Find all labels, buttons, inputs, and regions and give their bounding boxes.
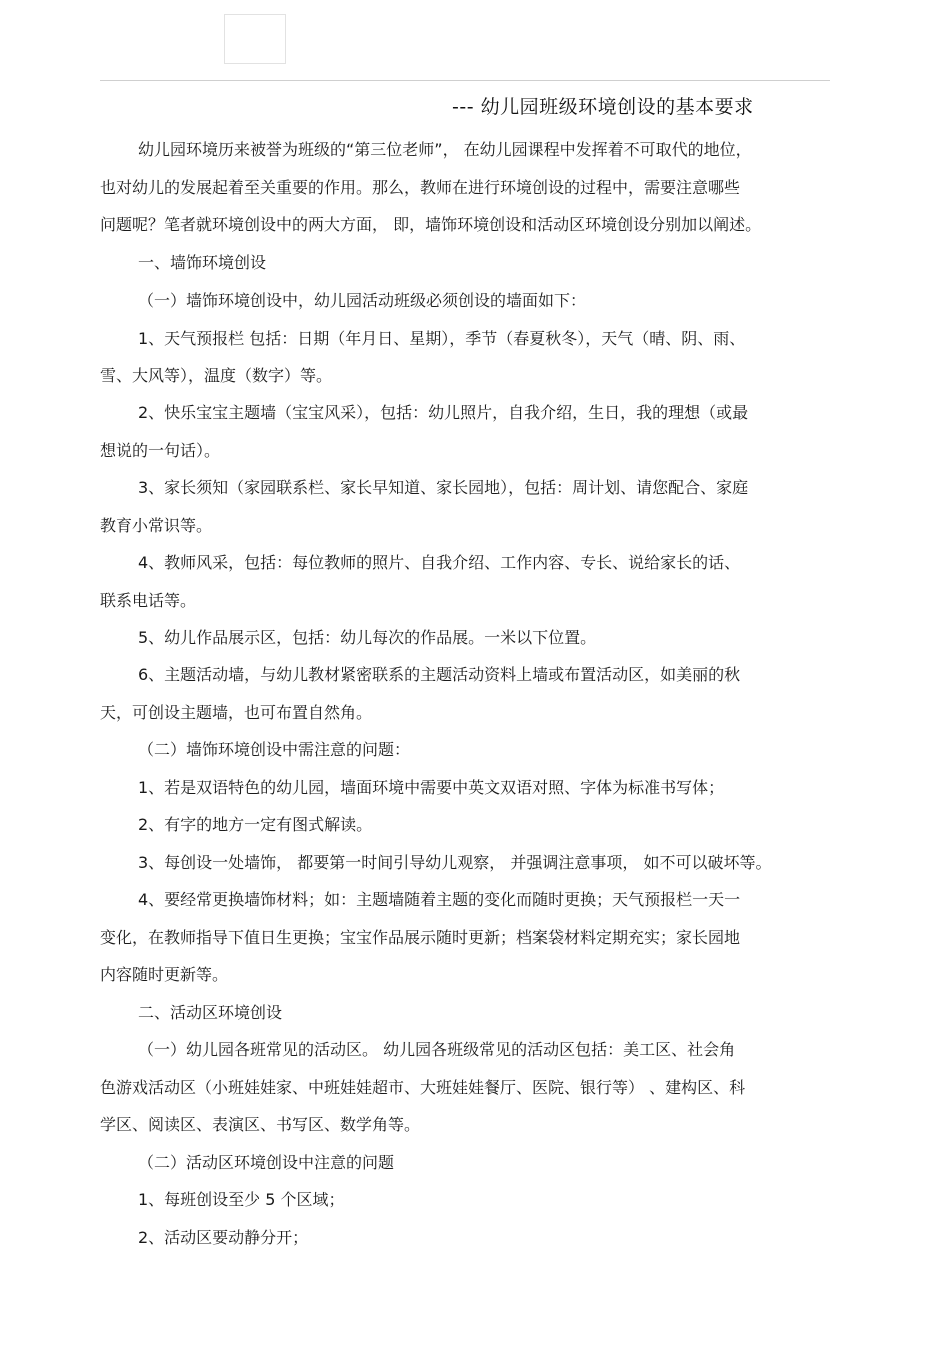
section-heading: 一、墙饰环境创设 [138,253,267,272]
paragraph-line: 幼儿园环境历来被誉为班级的“第三位老师”， 在幼儿园课程中发挥着不可取代的地位， [138,140,752,159]
paragraph-line: 色游戏活动区（小班娃娃家、中班娃娃超市、大班娃娃餐厅、医院、银行等） 、建构区、科 [100,1078,746,1097]
header-rule [100,80,830,81]
subsection-heading: （一）墙饰环境创设中，幼儿园活动班级必须创设的墙面如下： [138,291,587,310]
list-item: 4、要经常更换墙饰材料；如：主题墙随着主题的变化而随时更换；天气预报栏一天一 [138,890,741,909]
document-title: --- 幼儿园班级环境创设的基本要求 [452,96,754,118]
list-item: 5、幼儿作品展示区，包括：幼儿每次的作品展。一米以下位置。 [138,628,597,647]
paragraph-line: 也对幼儿的发展起着至关重要的作用。那么，教师在进行环境创设的过程中，需要注意哪些 [100,178,741,197]
list-item: 2、快乐宝宝主题墙（宝宝风采），包括：幼儿照片，自我介绍，生日，我的理想（或最 [138,403,749,422]
list-item: 3、家长须知（家园联系栏、家长早知道、家长园地），包括：周计划、请您配合、家庭 [138,478,749,497]
paragraph-line: 问题呢？笔者就环境创设中的两大方面， 即，墙饰环境创设和活动区环境创设分别加以阐述。 [100,215,762,234]
list-item: 2、活动区要动静分开； [138,1228,309,1247]
subsection-heading: （二）活动区环境创设中注意的问题 [138,1153,395,1172]
list-item: 1、天气预报栏 包括：日期（年月日、星期），季节（春夏秋冬），天气（晴、阴、雨、 [138,329,746,348]
subsection-heading: （一）幼儿园各班常见的活动区。 幼儿园各班级常见的活动区包括：美工区、社会角 [138,1040,736,1059]
logo-placeholder [224,14,286,64]
paragraph-line: 学区、阅读区、表演区、书写区、数学角等。 [100,1115,421,1134]
list-item: 6、主题活动墙，与幼儿教材紧密联系的主题活动资料上墙或布置活动区，如美丽的秋 [138,665,741,684]
list-item: 1、若是双语特色的幼儿园，墙面环境中需要中英文双语对照、字体为标准书写体； [138,778,725,797]
list-item-continuation: 教育小常识等。 [100,516,213,535]
list-item-continuation: 变化，在教师指导下值日生更换；宝宝作品展示随时更新；档案袋材料定期充实；家长园地 [100,928,741,947]
list-item-continuation: 天，可创设主题墙，也可布置自然角。 [100,703,373,722]
list-item-continuation: 雪、大风等），温度（数字）等。 [100,366,333,385]
subsection-heading: （二）墙饰环境创设中需注意的问题： [138,740,411,759]
section-heading: 二、活动区环境创设 [138,1003,283,1022]
list-item: 4、教师风采，包括：每位教师的照片、自我介绍、工作内容、专长、说给家长的话、 [138,553,741,572]
list-item: 1、每班创设至少 5 个区域； [138,1190,345,1209]
list-item: 2、有字的地方一定有图式解读。 [138,815,373,834]
list-item-continuation: 内容随时更新等。 [100,965,229,984]
list-item: 3、每创设一处墙饰， 都要第一时间引导幼儿观察， 并强调注意事项， 如不可以破坏等。 [138,853,772,872]
list-item-continuation: 联系电话等。 [100,591,197,610]
list-item-continuation: 想说的一句话）。 [100,441,221,460]
